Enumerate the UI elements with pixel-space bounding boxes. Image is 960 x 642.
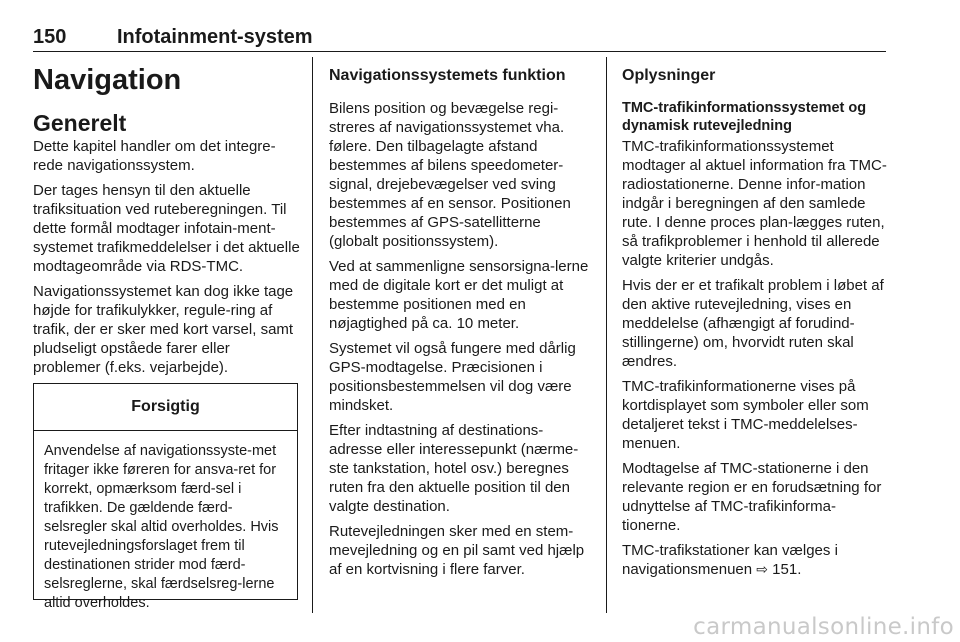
- page-reference-arrow-icon: ⇨: [756, 561, 768, 577]
- paragraph: Hvis der er et trafikalt problem i løbet af den aktive rutevejledning, vises en meddelelse (afhængigt af forudind-stillingerne) om, hvorvidt ruten skal ændres.: [622, 277, 884, 370]
- paragraph: TMC-trafikinformationssystemet modtager al aktuel information fra TMC-radiostationerne. Denne infor-mation indgår i beregningen af den samlede rute. I denne proces plan-lægges ruten, så trafikproblemer i henhold til allerede valgte kriterier undgås.: [622, 138, 887, 269]
- header-rule: [33, 51, 886, 52]
- paragraph: Modtagelse af TMC-stationerne i den relevante region er en forudsætning for udnyttelse af TMC-trafikinforma-tionerne.: [622, 460, 882, 534]
- section-title: Generelt: [33, 110, 127, 136]
- warning-box: [33, 383, 298, 611]
- warning-text: Anvendelse af navigationssyste-met fritager ikke føreren for ansva-ret for korrekt, opmærksom færd-sel i trafikken. De gældende færd-selsregler skal altid overholdes. Hvis rutevejledningsforslaget frem til destinationen strider mod færd-selsreglerne, skal færdselsreg-lerne altid overholdes.: [44, 443, 279, 611]
- column-2-body: [329, 67, 593, 585]
- paragraph: Navigationssystemet kan dog ikke tage højde for trafikulykker, regule-ring af trafik, der er sker med kort varsel, samt pludseligt opståede farer eller problemer (f.eks. vejarbejde).: [33, 283, 294, 376]
- watermark: carmanualsonline.info: [693, 614, 954, 640]
- page-header: [33, 26, 886, 52]
- running-title: Infotainment-system: [117, 26, 313, 48]
- column-1-body: [33, 137, 301, 383]
- paragraph: Rutevejledningen sker med en stem-mevejledning og en pil samt ved hjælp af en kortvisning i flere farver.: [329, 523, 585, 578]
- paragraph: Bilens position og bevægelse regi-streres af navigationssystemet vha. følere. Den tilbagelagte afstand bestemmes af bilens speedometer-signal, drejebevægelser ved sving bestemmes af en sensor. Positionen bestemmes af GPS-satellitterne (globalt positionssystem).: [329, 100, 571, 250]
- subheading: TMC-trafikinformationssystemet og dynamisk rutevejledning: [622, 100, 867, 134]
- warning-title: Forsigtig: [131, 398, 200, 415]
- paragraph: Der tages hensyn til den aktuelle trafiksituation ved ruteberegningen. Til dette formål modtager infotain-ment-systemet trafikmeddelelser i det aktuelle modtageområde via RDS-TMC.: [33, 182, 300, 275]
- section-heading: Oplysninger: [622, 67, 716, 84]
- column-divider: [312, 57, 313, 613]
- paragraph: Ved at sammenligne sensorsigna-lerne med de digitale kort er det muligt at bestemme positionen med en nøjagtighed på ca. 10 meter.: [329, 258, 589, 332]
- paragraph: Systemet vil også fungere med dårlig GPS-modtagelse. Præcisionen i positionsbestemmelsen vil dog være mindsket.: [329, 340, 576, 414]
- section-heading: Navigationssystemets funktion: [329, 67, 566, 84]
- paragraph: Efter indtastning af destinations-adresse eller interessepunkt (nærme-ste tankstation, hotel osv.) beregnes ruten fra den aktuelle position til den valgte destination.: [329, 422, 579, 515]
- column-3-body: [622, 67, 888, 585]
- paragraph-with-page-ref: [622, 541, 888, 579]
- page-number: 150: [33, 26, 67, 48]
- chapter-title: Navigation: [33, 64, 182, 96]
- paragraph-text: TMC-trafikstationer kan vælges i navigationsmenuen: [622, 542, 838, 578]
- column-divider: [606, 57, 607, 613]
- paragraph: TMC-trafikinformationerne vises på kortdisplayet som symboler eller som detaljeret tekst i TMC-meddelelses-menuen.: [622, 378, 869, 452]
- page-reference-number[interactable]: 151.: [772, 561, 802, 578]
- paragraph: Dette kapitel handler om det integre-rede navigationssystem.: [33, 138, 276, 174]
